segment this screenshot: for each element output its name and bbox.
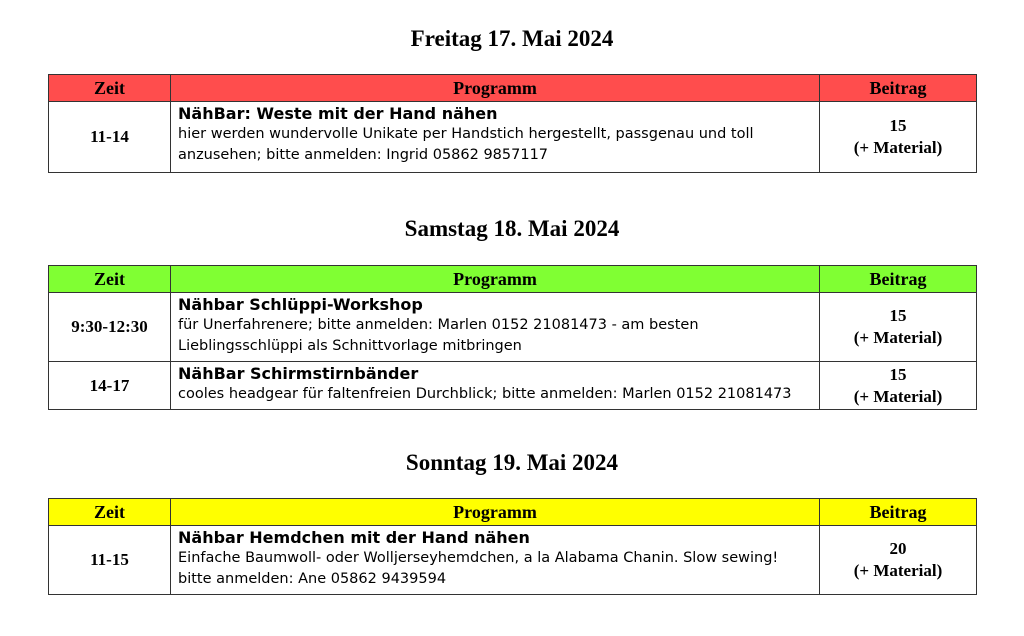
zeit-cell: 11-15 — [49, 526, 171, 595]
program-description: cooles headgear für faltenfreien Durchblick; bitte anmelden: Marlen 0152 21081473 — [178, 386, 792, 402]
schedule-table-saturday — [48, 265, 977, 410]
table-row — [49, 102, 977, 173]
header-zeit: Zeit — [49, 499, 171, 526]
day-title-sunday: Sonntag 19. Mai 2024 — [405, 450, 619, 475]
beitrag-material: (+ Material) — [853, 561, 943, 580]
beitrag-amount: 15 — [889, 306, 907, 325]
programm-cell — [171, 102, 820, 173]
beitrag-cell — [820, 526, 977, 595]
beitrag-amount: 15 — [889, 116, 907, 135]
table-header-row — [49, 75, 977, 102]
table-row — [49, 526, 977, 595]
schedule-table-friday — [48, 74, 977, 173]
day-title-saturday: Samstag 18. Mai 2024 — [404, 216, 620, 241]
program-description: hier werden wundervolle Unikate per Handstich hergestellt, passgenau und toll anzusehen; bitte anmelden: Ingrid 05862 9857117 — [178, 126, 754, 163]
zeit-cell: 14-17 — [49, 362, 171, 410]
schedule-table-sunday — [48, 498, 977, 595]
program-description: Einfache Baumwoll- oder Wolljerseyhemdchen, a la Alabama Chanin. Slow sewing! bitte anmelden: Ane 05862 9439594 — [178, 550, 779, 587]
table-header-row — [49, 499, 977, 526]
beitrag-cell — [820, 362, 977, 410]
beitrag-material: (+ Material) — [853, 328, 943, 347]
beitrag-amount: 20 — [889, 539, 907, 558]
program-title: Nähbar Hemdchen mit der Hand nähen — [178, 528, 530, 547]
programm-cell — [171, 526, 820, 595]
programm-cell — [171, 362, 820, 410]
header-zeit: Zeit — [49, 266, 171, 293]
programm-cell — [171, 293, 820, 362]
header-programm: Programm — [171, 266, 820, 293]
header-beitrag: Beitrag — [820, 266, 977, 293]
header-beitrag: Beitrag — [820, 499, 977, 526]
header-beitrag: Beitrag — [820, 75, 977, 102]
zeit-cell: 11-14 — [49, 102, 171, 173]
beitrag-material: (+ Material) — [853, 138, 943, 157]
beitrag-amount: 15 — [889, 364, 907, 384]
beitrag-cell — [820, 102, 977, 173]
table-row — [49, 293, 977, 362]
program-title: Nähbar Schlüppi-Workshop — [178, 295, 423, 314]
beitrag-material: (+ Material) — [853, 386, 943, 406]
zeit-cell: 9:30-12:30 — [49, 293, 171, 362]
beitrag-cell — [820, 293, 977, 362]
day-title-friday: Freitag 17. Mai 2024 — [410, 26, 614, 51]
table-row — [49, 362, 977, 410]
table-header-row — [49, 266, 977, 293]
header-zeit: Zeit — [49, 75, 171, 102]
header-programm: Programm — [171, 499, 820, 526]
program-title: NähBar: Weste mit der Hand nähen — [178, 104, 498, 123]
program-description: für Unerfahrenere; bitte anmelden: Marlen 0152 21081473 - am besten Lieblingsschlüppi als Schnittvorlage mitbringen — [178, 317, 699, 354]
program-title: NähBar Schirmstirnbänder — [178, 364, 419, 383]
header-programm: Programm — [171, 75, 820, 102]
